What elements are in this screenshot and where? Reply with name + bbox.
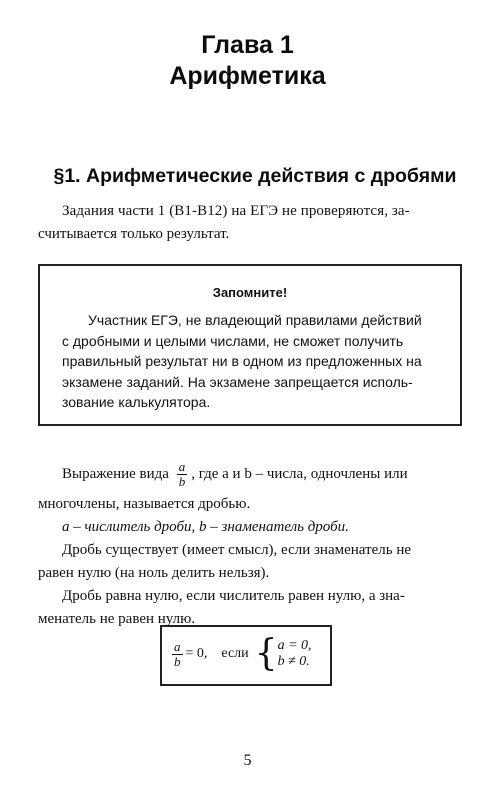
chapter-number: Глава 1 [201, 31, 294, 59]
intro-line-2: считывается только результат. [38, 226, 230, 242]
page-number: 5 [243, 752, 252, 769]
formula-numerator: a [174, 638, 181, 654]
exists-line-2: равен нулю (на ноль делить нельзя). [38, 565, 270, 581]
zero-line-1: Дробь равна нулю, если числитель равен нулю, а зна- [62, 588, 405, 604]
formula-if: если [221, 646, 249, 661]
remember-text [62, 310, 442, 413]
section-title: §1. Арифметические действия с дробями [53, 165, 457, 187]
fraction-a-over-b [177, 460, 188, 489]
remember-line: зование калькулятора. [62, 394, 211, 410]
intro-line-1: Задания части 1 (В1-В12) на ЕГЭ не проверяются, за- [62, 203, 410, 219]
remember-line: правильный результат ни в одном из предложенных на [62, 353, 422, 369]
fraction-denominator: b [178, 474, 186, 490]
formula-conditions [278, 638, 312, 670]
definition-line-1 [62, 458, 408, 490]
remember-line: экзамене заданий. На экзамене запрещается исполь- [62, 373, 413, 390]
formula-fraction [172, 640, 183, 669]
definition-line-2: многочлены, называется дробью. [38, 496, 251, 512]
exists-line-1: Дробь существует (имеет смысл), если знаменатель не [62, 542, 412, 558]
chapter-title: Арифметика [169, 62, 326, 90]
formula-box [160, 625, 332, 686]
formula-denominator: b [174, 653, 181, 669]
remember-box [38, 264, 462, 426]
zero-line-2: менатель не равен нулю. [38, 611, 196, 627]
fraction-numerator: a [178, 459, 186, 475]
remember-line: Участник ЕГЭ, не владеющий правилами действий [88, 312, 422, 328]
definition-prefix: Выражение вида [62, 466, 169, 482]
remember-line: с дробными и целыми числами, не сможет получить [62, 332, 404, 349]
condition-b: b ≠ 0. [277, 654, 310, 669]
definition-line-3: a – числитель дроби, b – знаменатель дроби. [62, 519, 349, 535]
remember-title: Запомните! [212, 285, 288, 300]
definition-suffix: , где a и b – числа, одночлены или [191, 466, 408, 482]
condition-a: a = 0, [277, 638, 312, 653]
formula [172, 633, 312, 674]
formula-equals: = 0, [185, 646, 208, 661]
brace-icon: { [254, 633, 278, 674]
